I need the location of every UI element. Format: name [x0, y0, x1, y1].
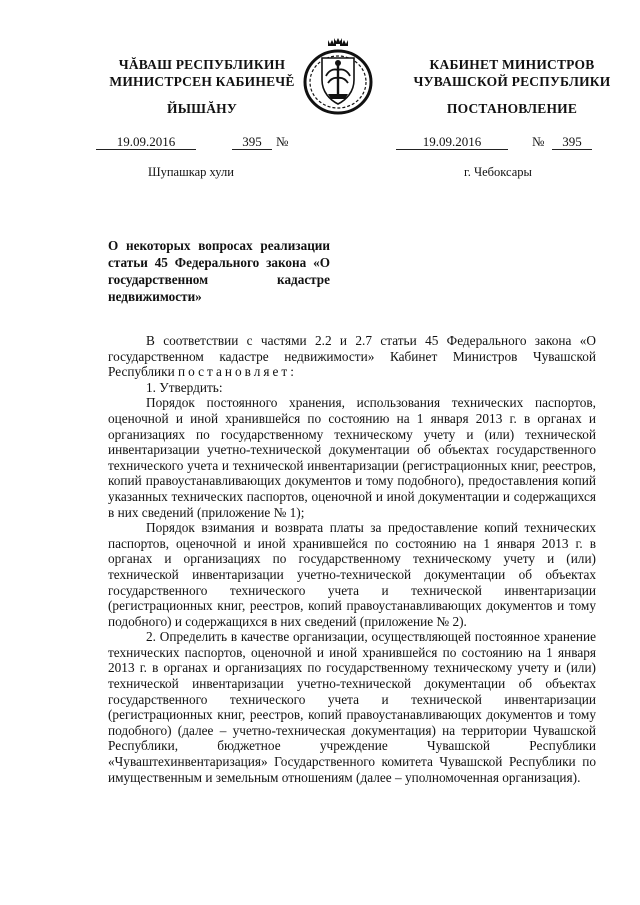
document-title: О некоторых вопросах реализации статьи 45 Федерального закона «О государственном кадастре недвижимости»: [108, 238, 330, 304]
left-date: 19.09.2016: [96, 134, 196, 150]
emblem: [300, 36, 376, 116]
intro-paragraph: [108, 333, 596, 380]
intro-text: В соответствии с частями 2.2 и 2.7 статьи 45 Федерального закона «О государственном кадастре недвижимости» Кабинет Министров Чувашской Республики: [108, 333, 596, 380]
left-number: 395: [232, 134, 272, 150]
header-left-doctype: ЙЫШĂНУ: [167, 101, 237, 116]
left-number-sign: №: [276, 134, 289, 149]
right-city: г. Чебоксары: [464, 165, 532, 179]
chuvash-coat-of-arms-icon: [300, 36, 376, 116]
decree-word: постановляет:: [178, 364, 297, 380]
right-number-sign: №: [532, 134, 545, 149]
item-2: 2. Определить в качестве организации, осуществляющей постоянное хранение технических паспортов, оценочной и иной хранившейся по состоянию на 1 января 2013 г. в органах и организациях по государственному техническому учету и (или) технической инвентаризации учетно-технической документации об объектах государственного технического учета и технической инвентаризации (регистрационных книг, реестров, копий правоустанавливающих документов и тому подобного) (далее – учетно-техническая документация) на территории Чувашской Республики, бюджетное учреждение Чувашской Республики «Чуваштехинвентаризация» Государственного комитета Чувашской Республики по имущественным и земельным отношениям (далее – уполномоченная организация).: [108, 629, 596, 785]
right-number: 395: [552, 134, 592, 150]
right-date: 19.09.2016: [396, 134, 508, 150]
left-city: Шупашкар хули: [148, 165, 234, 179]
header-left-line2: МИНИСТРСЕН КАБИНЕЧĚ: [109, 74, 295, 89]
header-right-line1: КАБИНЕТ МИНИСТРОВ: [429, 57, 595, 72]
header-left-line1: ЧĂВАШ РЕСПУБЛИКИН: [118, 57, 286, 72]
order-2-paragraph: Порядок взимания и возврата платы за предоставление копий технических паспортов, оценочной и иной хранившейся по состоянию на 1 января 2013 г. в органах и организациях по государственному техническому учету и (или) технической инвентаризации учетно-технической документации об объектах государственного технического учета и технической инвентаризации (регистрационных книг, реестров, копий правоустанавливающих документов и тому подобного) и содержащихся в них сведений (приложение № 2).: [108, 520, 596, 629]
order-1-paragraph: Порядок постоянного хранения, использования технических паспортов, оценочной и иной хранившейся по состоянию на 1 января 2013 г. в органах и организациях по государственному техническому учету и (или) технической инвентаризации учетно-технической документации об объектах государственного технического учета и технической инвентаризации (регистрационных книг, реестров, копий правоустанавливающих документов и тому подобного), предоставления копий указанных технических паспортов, оценочной и иной документации и содержащихся в них сведений (приложение № 1);: [108, 395, 596, 520]
header-right-doctype: ПОСТАНОВЛЕНИЕ: [446, 101, 578, 116]
document-body: [108, 333, 596, 785]
item-1: 1. Утвердить:: [146, 379, 223, 395]
header-right-line2: ЧУВАШСКОЙ РЕСПУБЛИКИ: [413, 74, 611, 89]
